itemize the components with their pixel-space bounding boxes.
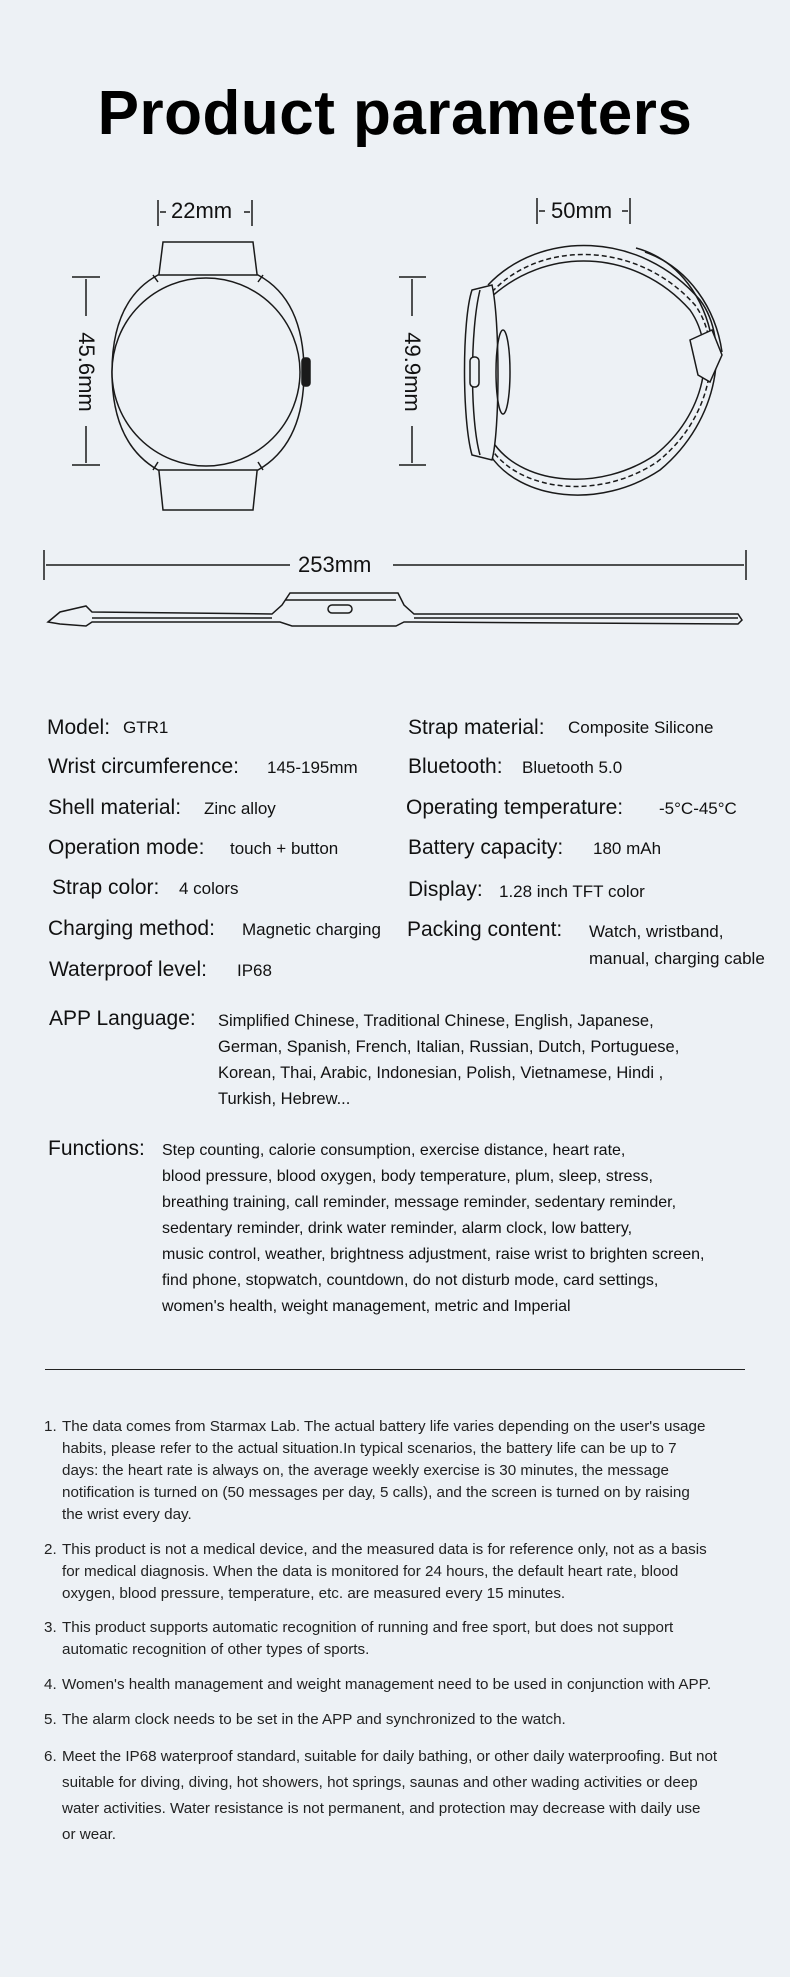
total-length-marker	[44, 550, 746, 580]
note-number: 1.	[44, 1418, 57, 1435]
functions-label: Functions:	[48, 1137, 145, 1160]
note-line: automatic recognition of other types of sports.	[62, 1641, 370, 1658]
watch-side-view	[465, 245, 723, 495]
note-item	[44, 1539, 754, 1605]
note-line: Meet the IP68 waterproof standard, suitable for daily bathing, or other daily waterproofing. But not	[62, 1748, 718, 1765]
spec-bluetooth-label: Bluetooth:	[408, 755, 503, 778]
watch-diagram	[0, 0, 790, 640]
note-item	[44, 1416, 754, 1526]
watch-front-view	[112, 242, 310, 510]
note-number: 5.	[44, 1711, 57, 1728]
strap-width-label: 22mm	[171, 198, 233, 223]
spec-operation-label: Operation mode:	[48, 836, 205, 859]
spec-strap-material-label: Strap material:	[408, 716, 545, 739]
note-item	[44, 1617, 754, 1661]
note-line: The data comes from Starmax Lab. The actual battery life varies depending on the user's usage	[62, 1418, 706, 1435]
note-line: days: the heart rate is always on, the average weekly exercise is 30 minutes, the message	[62, 1462, 669, 1479]
note-line: or wear.	[62, 1826, 117, 1843]
spec-charging-label: Charging method:	[48, 917, 215, 940]
section-divider	[45, 1369, 745, 1370]
functions-line: women's health, weight management, metric and Imperial	[162, 1298, 571, 1315]
side-height-label: 49.9mm	[400, 332, 425, 412]
note-line: suitable for diving, diving, hot showers, hot springs, saunas and other wading activities or deep	[62, 1774, 698, 1791]
spec-temperature-label: Operating temperature:	[406, 796, 624, 819]
spec-display-label: Display:	[408, 878, 483, 901]
functions-line: music control, weather, brightness adjustment, raise wrist to brighten screen,	[162, 1246, 705, 1263]
note-line: Women's health management and weight management need to be used in conjunction with APP.	[62, 1676, 712, 1693]
note-line: habits, please refer to the actual situation.In typical scenarios, the battery life can be up to 7	[62, 1440, 677, 1457]
spec-strap-color-value: 4 colors	[179, 879, 239, 898]
app-language-line: Korean, Thai, Arabic, Indonesian, Polish, Vietnamese, Hindi ,	[218, 1064, 664, 1082]
spec-waterproof-label: Waterproof level:	[49, 958, 207, 981]
app-language-line: Turkish, Hebrew...	[218, 1090, 351, 1108]
spec-display-value: 1.28 inch TFT color	[499, 882, 645, 901]
spec-strap-color-label: Strap color:	[52, 876, 160, 899]
note-line: The alarm clock needs to be set in the APP and synchronized to the watch.	[62, 1711, 566, 1728]
app-language-line: Simplified Chinese, Traditional Chinese, English, Japanese,	[218, 1012, 654, 1030]
spec-temperature-value: -5°C-45°C	[659, 799, 737, 818]
spec-battery-value: 180 mAh	[593, 839, 662, 858]
functions-text	[162, 1138, 704, 1320]
total-length-label: 253mm	[298, 552, 372, 577]
watch-flat-view	[48, 593, 742, 626]
spec-wrist-value: 145-195mm	[267, 758, 358, 777]
spec-model-label: Model:	[47, 716, 111, 739]
note-line: oxygen, blood pressure, temperature, etc. are measured every 15 minutes.	[62, 1585, 566, 1602]
spec-operation-value: touch + button	[230, 839, 339, 858]
spec-waterproof-value: IP68	[237, 961, 272, 980]
functions-line: sedentary reminder, drink water reminder, alarm clock, low battery,	[162, 1220, 633, 1237]
note-item	[44, 1709, 754, 1731]
note-number: 2.	[44, 1541, 57, 1558]
spec-bluetooth-value: Bluetooth 5.0	[522, 758, 623, 777]
note-number: 4.	[44, 1676, 57, 1693]
functions-line: breathing training, call reminder, message reminder, sedentary reminder,	[162, 1194, 677, 1211]
note-number: 3.	[44, 1619, 57, 1636]
note-line: This product is not a medical device, and the measured data is for reference only, not as a basis	[62, 1541, 707, 1558]
spec-packing-label: Packing content:	[407, 918, 563, 941]
spec-shell-label: Shell material:	[48, 796, 182, 819]
note-line: water activities. Water resistance is not permanent, and protection may decrease with daily use	[62, 1800, 701, 1817]
app-language-line: German, Spanish, French, Italian, Russian, Dutch, Portuguese,	[218, 1038, 680, 1056]
note-number: 6.	[44, 1748, 57, 1765]
page-title: Product parameters	[97, 79, 693, 148]
spec-strap-material-value: Composite Silicone	[568, 718, 714, 737]
note-line: This product supports automatic recognition of running and free sport, but does not support	[62, 1619, 674, 1636]
spec-battery-label: Battery capacity:	[408, 836, 564, 859]
note-line: the wrist every day.	[62, 1506, 192, 1523]
spec-model-value: GTR1	[123, 718, 169, 737]
app-language-text	[218, 1008, 679, 1112]
thickness-label: 50mm	[551, 198, 613, 223]
note-item	[44, 1674, 754, 1696]
watch-height-label: 45.6mm	[74, 332, 99, 412]
app-language-label: APP Language:	[49, 1007, 196, 1030]
note-item	[44, 1744, 754, 1848]
spec-shell-value: Zinc alloy	[204, 799, 276, 818]
functions-line: Step counting, calorie consumption, exercise distance, heart rate,	[162, 1142, 626, 1159]
functions-line: blood pressure, blood oxygen, body temperature, plum, sleep, stress,	[162, 1168, 653, 1185]
spec-charging-value: Magnetic charging	[242, 920, 381, 939]
functions-line: find phone, stopwatch, countdown, do not disturb mode, card settings,	[162, 1272, 659, 1289]
note-line: notification is turned on (50 messages per day, 5 calls), and the screen is turned on by raising	[62, 1484, 690, 1501]
spec-wrist-label: Wrist circumference:	[48, 755, 239, 778]
spec-packing-value-line2: manual, charging cable	[589, 949, 765, 968]
spec-packing-value-line1: Watch, wristband,	[589, 922, 724, 941]
note-line: for medical diagnosis. When the data is monitored for 24 hours, the default heart rate, blood	[62, 1563, 679, 1580]
